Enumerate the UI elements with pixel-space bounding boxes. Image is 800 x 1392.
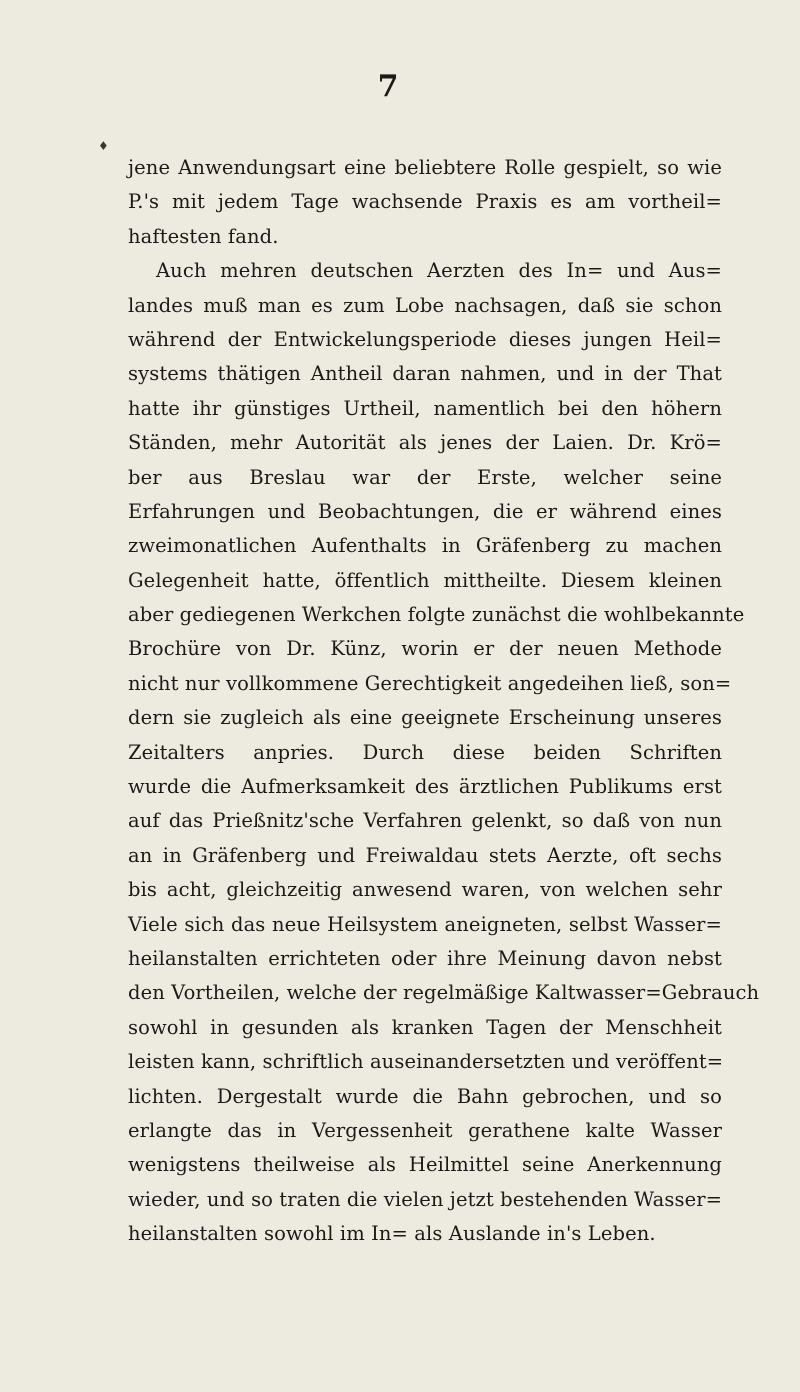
text-line: systems thätigen Antheil daran nahmen, und in der That <box>128 362 722 386</box>
text-line: Brochüre von Dr. Künz, worin er der neuen Methode <box>128 637 722 661</box>
text-line: nicht nur vollkommene Gerechtigkeit angedeihen ließ, son= <box>128 671 732 695</box>
text-line: heilanstalten errichteten oder ihre Meinung davon nebst <box>128 946 722 970</box>
text-line: wurde die Aufmerksamkeit des ärztlichen Publikums erst <box>128 775 722 799</box>
text-line: wenigstens theilweise als Heilmittel seine Anerkennung <box>128 1153 722 1177</box>
text-line: erlangte das in Vergessenheit gerathene kalte Wasser <box>128 1118 722 1142</box>
text-line: aber gediegenen Werkchen folgte zunächst die wohlbekannte <box>128 603 745 627</box>
text-line: Viele sich das neue Heilsystem aneigneten, selbst Wasser= <box>128 912 722 936</box>
printer-mark-icon: ♦ <box>98 139 109 153</box>
text-line: an in Gräfenberg und Freiwaldau stets Aerzte, oft sechs <box>128 843 722 867</box>
text-line: Auch mehren deutschen Aerzten des In= und Aus= <box>156 259 722 283</box>
text-line: ber aus Breslau war der Erste, welcher seine <box>128 465 722 489</box>
text-line: bis acht, gleichzeitig anwesend waren, von welchen sehr <box>128 878 722 902</box>
text-line: wieder, und so traten die vielen jetzt bestehenden Wasser= <box>128 1187 723 1211</box>
text-line: lichten. Dergestalt wurde die Bahn gebrochen, und so <box>128 1084 722 1108</box>
text-line: jene Anwendungsart eine beliebtere Rolle gespielt, so wie <box>128 156 722 179</box>
page-number: 7 <box>377 69 399 104</box>
text-line: heilanstalten sowohl im In= als Auslande in's Leben. <box>128 1222 656 1246</box>
text-line: hatte ihr günstiges Urtheil, namentlich bei den höhern <box>128 396 722 420</box>
body-text <box>128 151 760 1252</box>
text-line: auf das Prießnitz'sche Verfahren gelenkt, so daß von nun <box>128 809 722 833</box>
text-line: sowohl in gesunden als kranken Tagen der Menschheit <box>128 1015 722 1039</box>
text-line: den Vortheilen, welche der regelmäßige Kaltwasser=Gebrauch <box>128 981 760 1005</box>
text-line: leisten kann, schriftlich auseinandersetzten und veröffent= <box>128 1050 724 1074</box>
text-line: zweimonatlichen Aufenthalts in Gräfenberg zu machen <box>128 534 722 558</box>
text-line: dern sie zugleich als eine geeignete Erscheinung unseres <box>128 706 722 730</box>
text-line: P.'s mit jedem Tage wachsende Praxis es am vortheil= <box>128 190 722 214</box>
text-line: landes muß man es zum Lobe nachsagen, daß sie schon <box>128 293 722 317</box>
text-line: Gelegenheit hatte, öffentlich mittheilte. Diesem kleinen <box>128 568 722 592</box>
text-line: Erfahrungen und Beobachtungen, die er während eines <box>128 499 722 523</box>
text-line: haftesten fand. <box>128 224 279 248</box>
text-line: Ständen, mehr Autorität als jenes der Laien. Dr. Krö= <box>128 431 722 455</box>
text-line: Zeitalters anpries. Durch diese beiden Schriften <box>128 740 722 764</box>
text-line: während der Entwickelungsperiode dieses jungen Heil= <box>128 327 722 351</box>
